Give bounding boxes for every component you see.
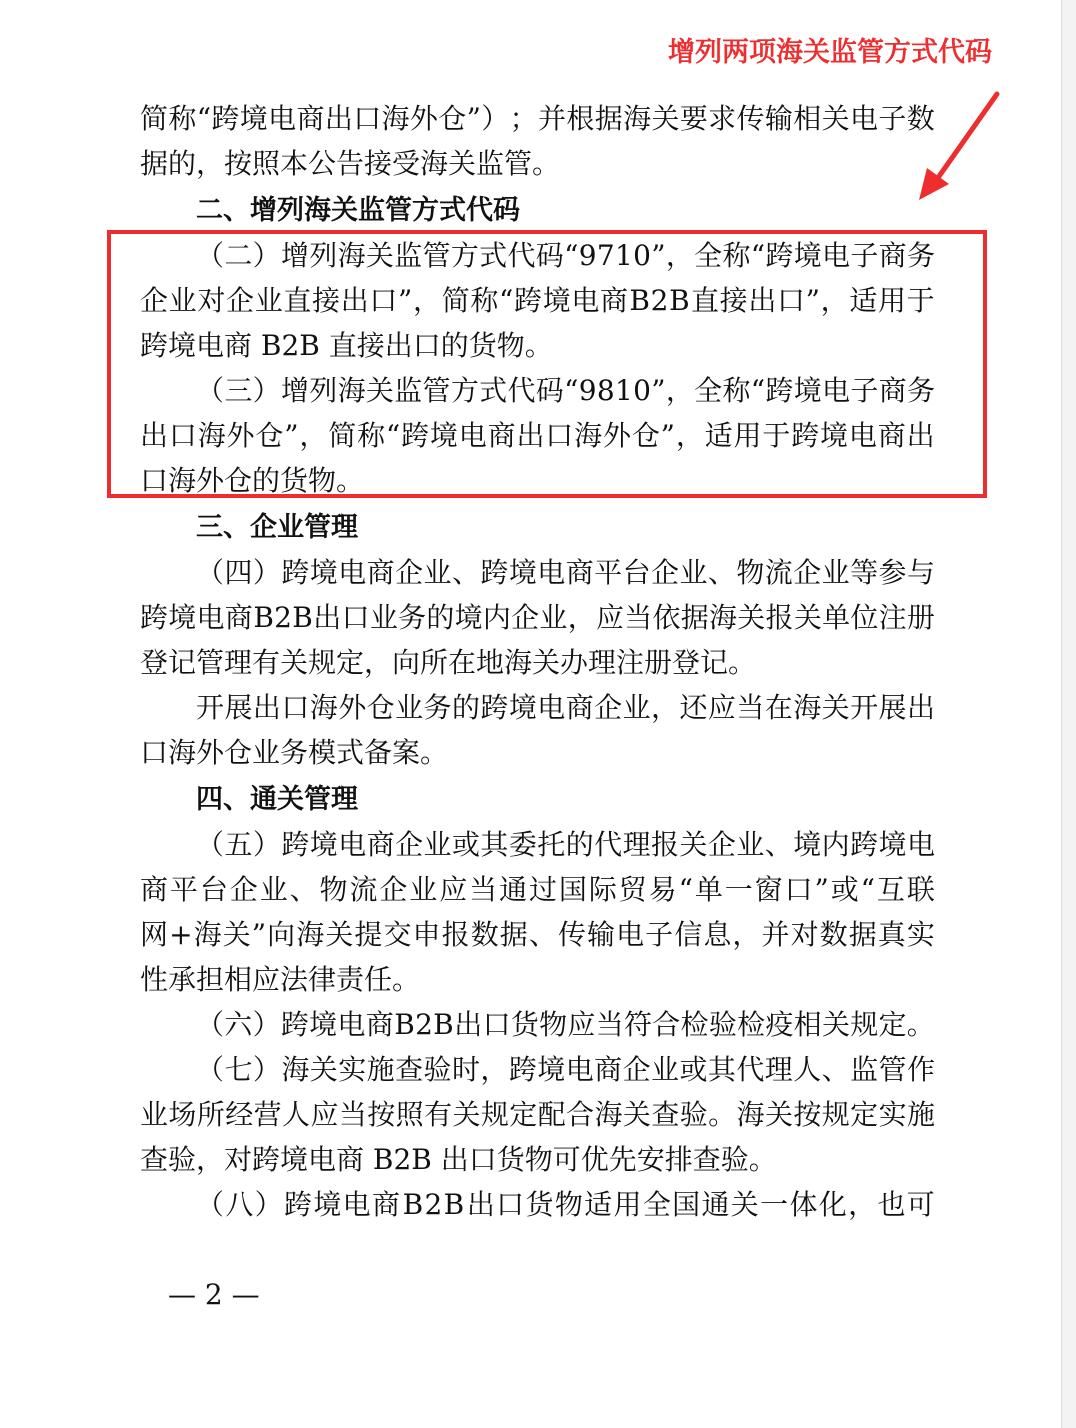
text-line: 查验，对跨境电商 B2B 出口货物可优先安排查验。 [140, 1143, 777, 1176]
text-line: 跨境电商 B2B 直接出口的货物。 [140, 329, 553, 362]
annotation-title: 增列两项海关监管方式代码 [668, 37, 992, 68]
text-line: 跨 境 电 商 B 2 B 出 口 业 务 的 境 内 企 业 ， 应 当 依 据 海 关 报 关 单 位 注 册 [140, 601, 935, 634]
text-line: （ 五 ） 跨 境 电 商 企 业 或 其 委 托 的 代 理 报 关 企 业 、 境 内 跨 境 电 [196, 828, 935, 861]
text-line: （ 八 ） 跨 境 电 商 B 2 B 出 口 货 物 适 用 全 国 通 关 一 体 化 ， 也 可 [196, 1188, 935, 1221]
text-line: 出 口 海 外 仓 ” ， 简 称 “ 跨 境 电 商 出 口 海 外 仓 ” ， 适 用 于 跨 境 电 商 出 [140, 419, 935, 452]
scrollbar[interactable] [1061, 0, 1076, 1428]
text-line: 性承担相应法律责任。 [140, 963, 421, 996]
text-line: 网 + 海 关 ” 向 海 关 提 交 申 报 数 据 、 传 输 电 子 信 息 ， 并 对 数 据 真 实 [140, 918, 935, 951]
text-line: （ 六 ） 跨 境 电 商 B 2 B 出 口 货 物 应 当 符 合 检 验 检 疫 相 关 规 定 。 [196, 1008, 935, 1041]
text-line: 简 称 “ 跨 境 电 商 出 口 海 外 仓 ” ） ； 并 根 据 海 关 要 求 传 输 相 关 电 子 数 [140, 102, 935, 135]
page-number: — 2 — [168, 1278, 260, 1311]
section-heading: 四、通关管理 [196, 784, 358, 815]
text-line: 据的，按照本公告接受海关监管。 [140, 147, 561, 180]
text-line: 开 展 出 口 海 外 仓 业 务 的 跨 境 电 商 企 业 ， 还 应 当 在 海 关 开 展 出 [196, 691, 935, 724]
text-line: （ 三 ） 增 列 海 关 监 管 方 式 代 码 “ 9 8 1 0 ” ， 全 称 “ 跨 境 电 子 商 务 [196, 374, 935, 407]
text-line: （ 四 ） 跨 境 电 商 企 业 、 跨 境 电 商 平 台 企 业 、 物 流 企 业 等 参 与 [196, 556, 935, 589]
text-line: 业 场 所 经 营 人 应 当 按 照 有 关 规 定 配 合 海 关 查 验 。 海 关 按 规 定 实 施 [140, 1098, 935, 1131]
text-line: 登记管理有关规定，向所在地海关办理注册登记。 [140, 646, 757, 679]
text-line: （ 七 ） 海 关 实 施 查 验 时 ， 跨 境 电 商 企 业 或 其 代 理 人 、 监 管 作 [196, 1053, 935, 1086]
section-heading: 二、增列海关监管方式代码 [196, 195, 520, 226]
section-heading: 三、企业管理 [196, 512, 358, 543]
text-line: 企 业 对 企 业 直 接 出 口 ” ， 简 称 “ 跨 境 电 商 B 2 B 直 接 出 口 ” ， 适 用 于 [140, 284, 935, 317]
text-line: 口海外仓业务模式备案。 [140, 736, 449, 769]
text-line: 商 平 台 企 业 、 物 流 企 业 应 当 通 过 国 际 贸 易 “ 单 一 窗 口 ” 或 “ 互 联 [140, 873, 935, 906]
text-line: （ 二 ） 增 列 海 关 监 管 方 式 代 码 “ 9 7 1 0 ” ， 全 称 “ 跨 境 电 子 商 务 [196, 239, 935, 272]
document-body [140, 96, 935, 1227]
text-line: 口海外仓的货物。 [140, 464, 365, 497]
